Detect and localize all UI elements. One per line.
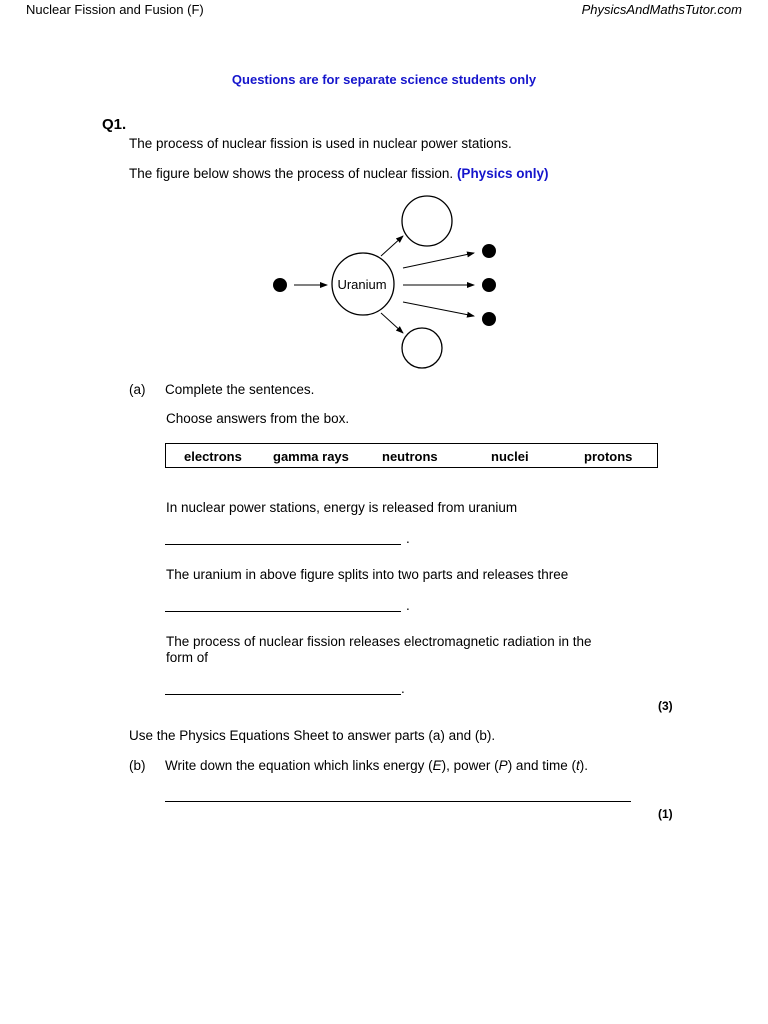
answer-line-1-period: .	[406, 531, 410, 546]
part-b-text-4: ).	[579, 758, 588, 773]
document-header-title: Nuclear Fission and Fusion (F)	[26, 2, 204, 17]
sentence-3-line-2: form of	[166, 650, 209, 665]
word-box	[165, 443, 658, 468]
var-energy: E	[432, 758, 442, 773]
answer-line-3[interactable]	[165, 694, 401, 695]
box-word-neutrons: neutrons	[382, 449, 438, 464]
part-b-text-2: ), power (	[441, 758, 499, 773]
released-neutron-2	[482, 278, 496, 292]
sentence-1: In nuclear power stations, energy is released from uranium	[166, 500, 518, 515]
released-neutron-3	[482, 312, 496, 326]
daughter-nucleus-upper	[402, 196, 452, 246]
physics-only-tag: (Physics only)	[456, 166, 549, 181]
question-intro-1: The process of nuclear fission is used in nuclear power stations.	[129, 136, 512, 151]
incoming-neutron	[273, 278, 287, 292]
part-a-marks: (3)	[658, 699, 673, 713]
box-word-protons: protons	[584, 449, 633, 464]
part-b-text-1: Write down the equation which links energy (	[165, 758, 433, 773]
part-b-text-3: ) and time (	[507, 758, 576, 773]
released-neutron-1	[482, 244, 496, 258]
answer-line-equation[interactable]	[165, 801, 631, 802]
equations-sheet-note: Use the Physics Equations Sheet to answer parts (a) and (b).	[129, 728, 496, 743]
part-b-label: (b)	[129, 758, 146, 773]
answer-line-3-period: .	[401, 681, 405, 696]
answer-line-2-period: .	[406, 598, 410, 613]
part-a-instruction-1: Complete the sentences.	[165, 382, 315, 397]
box-word-electrons: electrons	[184, 449, 242, 464]
document-header-site: PhysicsAndMathsTutor.com	[581, 2, 742, 17]
arrow-to-upper-daughter	[381, 236, 403, 256]
arrow-to-lower-daughter	[381, 313, 403, 333]
uranium-label: Uranium	[337, 277, 387, 292]
separate-science-notice: Questions are for separate science students only	[231, 72, 537, 87]
var-power: P	[498, 758, 508, 773]
arrow-to-neutron-3	[403, 302, 474, 316]
sentence-3-line-1: The process of nuclear fission releases electromagnetic radiation in the	[166, 634, 592, 649]
var-time: t	[575, 758, 580, 773]
part-b-question	[165, 758, 588, 773]
box-word-gamma-rays: gamma rays	[273, 449, 349, 464]
answer-line-2[interactable]	[165, 611, 401, 612]
part-b-marks: (1)	[658, 807, 673, 821]
box-word-nuclei: nuclei	[491, 449, 529, 464]
part-a-instruction-2: Choose answers from the box.	[166, 411, 350, 426]
answer-line-1[interactable]	[165, 544, 401, 545]
question-number: Q1.	[102, 116, 127, 133]
arrow-to-neutron-1	[403, 253, 474, 268]
daughter-nucleus-lower	[402, 328, 442, 368]
sentence-2: The uranium in above figure splits into two parts and releases three	[166, 567, 569, 582]
part-a-label: (a)	[129, 382, 146, 397]
question-intro-2-text: The figure below shows the process of nuclear fission.	[129, 166, 454, 181]
